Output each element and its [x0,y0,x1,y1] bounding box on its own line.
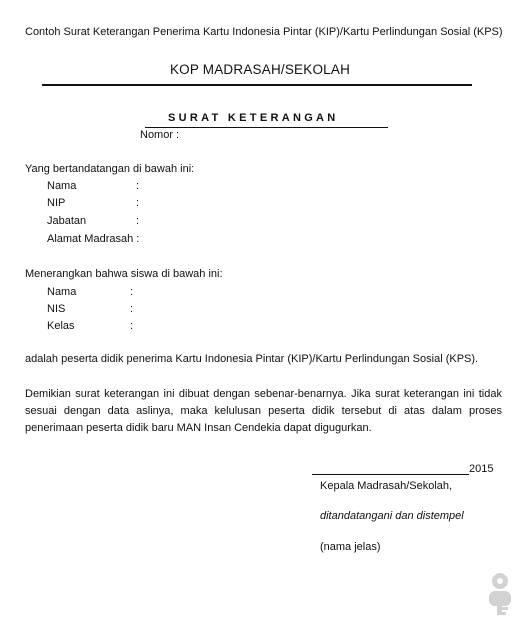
kop-title: KOP MADRASAH/SEKOLAH [169,62,351,77]
student-kelas-label: Kelas [47,320,75,332]
signature-position: Kepala Madrasah/Sekolah, [320,480,453,492]
kop-rule [42,84,472,86]
nomor-label: Nomor : [140,129,180,141]
signer-jabatan-colon: : [136,215,140,227]
signature-date-rule [312,474,469,475]
surat-title: SURAT KETERANGAN [168,112,339,124]
student-kelas-colon: : [130,320,134,332]
document-heading: Contoh Surat Keterangan Penerima Kartu Indonesia Pintar (KIP)/Kartu Perlindungan Sosial (KPS) [25,26,503,38]
student-nis-label: NIS [47,303,66,315]
closing-paragraph: Demikian surat keterangan ini dibuat dengan sebenar-benarnya. Jika surat keterangan ini tidak sesuai dengan data aslinya, maka kelulusan peserta didik tersebut di atas dalam proses penerimaan peserta didik baru MAN Insan Cendekia dapat digugurkan. [25,388,502,434]
student-intro: Menerangkan bahwa siswa di bawah ini: [25,268,223,280]
student-nis-colon: : [130,303,134,315]
signer-intro: Yang bertandatangan di bawah ini: [25,163,195,175]
signer-nip-label: NIP [47,197,66,209]
signer-nip-colon: : [136,197,140,209]
surat-title-rule [145,127,388,128]
key-person-icon [485,572,517,616]
signer-address-label: Alamat Madrasah : [47,233,140,245]
student-name-label: Nama [47,286,77,298]
signer-name-label: Nama [47,180,77,192]
signature-name: (nama jelas) [320,541,381,553]
status-statement: adalah peserta didik penerima Kartu Indonesia Pintar (KIP)/Kartu Perlindungan Sosial (KPS). [25,353,479,365]
signature-year: 2015 [469,463,494,475]
signer-jabatan-label: Jabatan [47,215,87,227]
student-name-colon: : [130,286,134,298]
signature-note: ditandatangani dan distempel [320,510,464,522]
signer-name-colon: : [136,180,140,192]
